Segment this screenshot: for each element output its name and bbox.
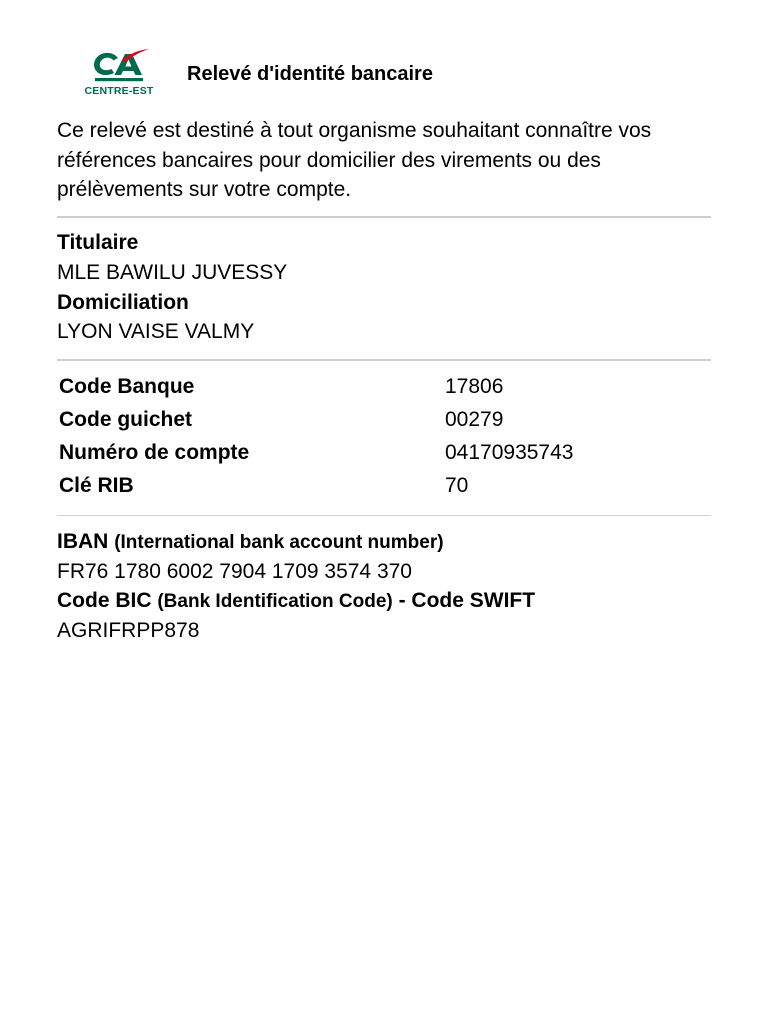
iban-label: IBAN xyxy=(57,530,109,553)
code-guichet-row xyxy=(59,408,659,438)
bic-heading xyxy=(57,589,535,613)
divider xyxy=(57,359,711,361)
numero-compte-label: Numéro de compte xyxy=(59,441,250,464)
code-guichet-label: Code guichet xyxy=(59,408,193,431)
numero-compte-row xyxy=(59,441,659,471)
document-header xyxy=(78,44,698,102)
cle-rib-label: Clé RIB xyxy=(59,474,134,497)
cle-rib-value: 70 xyxy=(445,474,469,497)
code-guichet-value: 00279 xyxy=(445,408,504,431)
numero-compte-value: 04170935743 xyxy=(445,441,574,464)
code-banque-value: 17806 xyxy=(445,375,504,398)
bic-sublabel: (Bank Identification Code) xyxy=(157,591,393,612)
code-banque-row xyxy=(59,375,659,405)
iban-heading xyxy=(57,530,444,554)
bank-logo xyxy=(78,44,160,102)
titulaire-label: Titulaire xyxy=(57,231,139,254)
domiciliation-value: LYON VAISE VALMY xyxy=(57,320,255,343)
cle-rib-row xyxy=(59,474,659,504)
bic-suffix: - Code SWIFT xyxy=(398,589,536,612)
page-title: Relevé d'identité bancaire xyxy=(187,63,433,85)
iban-value: FR76 1780 6002 7904 1709 3574 370 xyxy=(57,560,412,583)
divider xyxy=(57,216,711,218)
intro-text: Ce relevé est destiné à tout organisme souhaitant connaître vos références bancaires pour domicilier des virements ou des prélèvements sur votre compte. xyxy=(57,119,652,201)
credit-agricole-logo-icon xyxy=(78,44,160,86)
domiciliation-label: Domiciliation xyxy=(57,291,189,314)
titulaire-value: MLE BAWILU JUVESSY xyxy=(57,261,288,284)
divider xyxy=(57,515,711,516)
iban-sublabel: (International bank account number) xyxy=(114,532,444,553)
bic-value: AGRIFRPP878 xyxy=(57,619,200,642)
bic-label: Code BIC xyxy=(57,589,152,612)
code-banque-label: Code Banque xyxy=(59,375,195,398)
logo-text: CENTRE-EST xyxy=(84,85,154,97)
